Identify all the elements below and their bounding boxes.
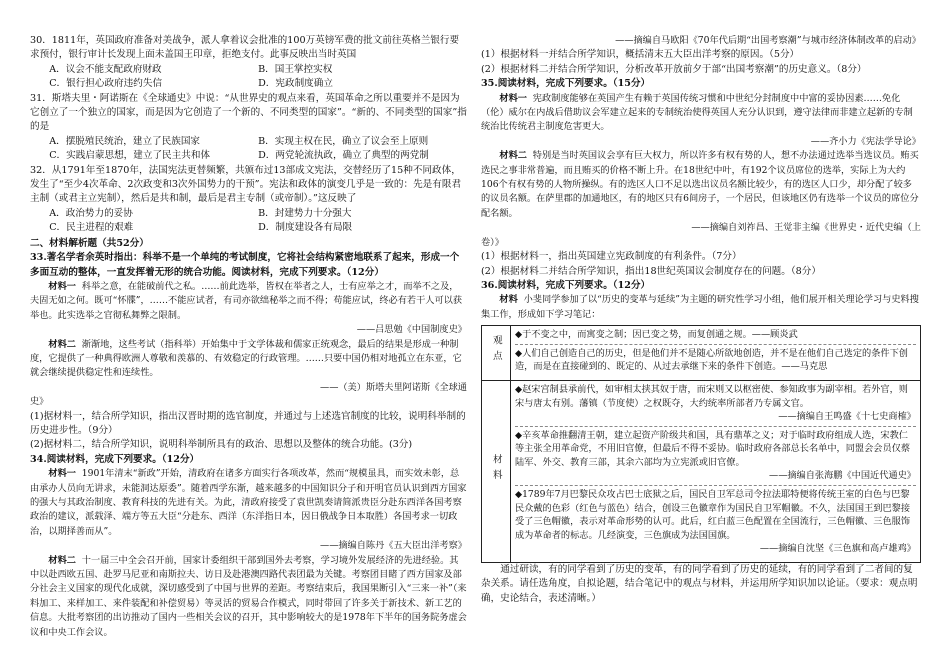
q35-m1-label: 材料一: [499, 92, 527, 104]
q33-m2-source-cont: 史》: [30, 396, 49, 408]
materials-header: 材料: [490, 453, 502, 485]
q35-m2-text: 特别是当时英国议会享有巨大权力，所以许多有权有势的人，想不办法通过选举当选议员。贿买选民之事非常普遍，而且贿买的价格不断上升。在18世纪中叶，有192个议员席位的选举，实际上为大约106个有权有势的人物所操纵。有的选区人口不足以选出议员名额比较少，有的选区人口少，却分配了较多的议员名额。在萨里郡的加通地区，有的地区只有6间房子，一个居民，但该地区仍有选举一个议员的席位分配名额。: [481, 150, 919, 219]
q36-intro: [481, 293, 921, 322]
q33-m2-label: 材料二: [48, 338, 76, 350]
q36-requirement: 通过研读，有的同学看到了历史的变革，有的同学看到了历史的延续，有的同学看到了二者间的复杂关系。请任选角度，自拟论题，结合笔记中的观点与材料，并运用所学知识加以论证。（要求：观点明确，史论结合，表述清晰。）: [481, 564, 918, 604]
q30-option-d: D．宪政制度确立: [258, 78, 333, 90]
study-notes-table: [481, 325, 921, 563]
material-2-text: ◆辛亥革命推翻清王朝，建立起资产阶级共和国，具有鼎革之义；对于临时政府组成人选，宋教仁等主张全用革命党，不用旧官僚，但最后不得不妥协。临时政府各部总长名单中，同盟会会员仅蔡陆军、外交、教育三部，其余六部均为立宪派或旧官僚。: [515, 429, 911, 468]
q35-material-2: [481, 149, 921, 221]
q33-requirement-1: (1)据材料一，结合所学知识，指出汉晋时期的选官制度，并通过与上述选官制度的比较，说明科举制的历史进步性。（9分）: [30, 410, 466, 436]
q34-material-1: [30, 467, 467, 539]
q35-m2-label: 材料二: [499, 150, 527, 162]
q30-stem: 30．1811年，英国政府准备对美战争，派人拿着议会批准的100万英镑军费的批文前往英格兰银行要求预付，银行审计长发现上面未盖国王印章，拒绝支付。此事反映出当时英国: [30, 35, 460, 61]
q34-material-2: [30, 554, 467, 640]
q32-stem: 32．从1791年至1870年，法国宪法更替频繁，共颁布过13部成文宪法，交替经历了15种不同政体，发生了“至少4次革命、2次政变和3次外国势力的干预”。宪法和政体的演变几乎是一致的：先是有限君主制（或君主立宪制），然后是共和制，最后是君主专制（或帝制）。”这反映了: [30, 164, 462, 205]
q30-option-a: A．议会不能支配政府财政: [49, 63, 162, 75]
q31-option-d: D．两党轮流执政，确立了典型的两党制: [258, 150, 429, 162]
view-item-2: ◆人们自己创造自己的历史，但是他们并不是随心所欲地创造，并不是在他们自己选定的条件下创造，而是在直接碰到的、既定的、从过去承继下来的条件下创造。——马克思: [515, 347, 908, 373]
material-item-2: [515, 429, 916, 486]
q34-m1-label: 材料一: [48, 468, 76, 480]
right-column: [481, 34, 921, 606]
q33-m2-source: ——（美）斯塔夫里阿诺斯《全球通: [320, 381, 467, 393]
q35-requirement-2: (2）根据材料二并结合所学知识，指出18世纪英国议会制度存在的问题。（8分）: [481, 265, 821, 277]
notes-materials-row: [482, 380, 921, 562]
q34-m1-text: 1901年清末“新政”开始，清政府在诸多方面实行各项改革，然而“规模虽具，而实效未彰，总由承办人员向无讲求，未能洞达原委”。随着西学东渐，越来越多的中国知识分子和开明官员认识到西方国家的强大与其政治制度、教育科技的先进有关。为此，清政府接受了袁世凯奏请简派贵臣分赴东西洋各国考察政治的建议，派载泽、端方等五大臣“分赴东、西洋（东洋指日本，因日俄战争日本取胜）各国考求一切政治，以期择善而从”。: [30, 468, 467, 537]
materials-header-cell: [482, 380, 511, 562]
q30-option-b: B．国王掌控实权: [258, 63, 333, 75]
q32-option-d: D．制度建设各有局限: [258, 222, 353, 234]
q34-requirement-1: (1）根据材料一并结合所学知识，概括清末五大臣出洋考察的原因。（5分）: [481, 49, 800, 61]
q32-options: [30, 207, 467, 236]
material-2-source: ——摘编自张海鹏《中国近代通史》: [769, 470, 916, 482]
q33-m1-text: 科举之意，在能破前代之私。……前此选举，皆权在举者之人，士有应举之才，而举不之及，夫固无如之何。既可“怀牒”，……不能应试者，有司亦欲绌秘举之而不得；苟能应试，终必有若干人可以获举也。此实选举之官彻私舞弊之限制。: [30, 280, 463, 321]
q31-option-a: A．摆脱殖民统治，建立了民族国家: [49, 135, 201, 147]
views-cell: [511, 326, 921, 381]
material-3-text: ◆1789年7月巴黎民众攻占巴士底狱之后，国民自卫军总司令拉法耶特便将传统王室的白色与巴黎民众戴的色彩（红色与蓝色）结合，创设三色徽章作为国民自卫军帽徽。不久，法国国王到巴黎接受了三色帽徽，表示对革命形势的认可。此后，红白蓝三色配置在全国流行，三色帽徽、三色服饰成为革命者的标志。几经演变，三色旗成为法国国旗。: [515, 489, 911, 541]
q33-requirement-2: (2)据材料二，结合所学知识，说明科举制所具有的政治、思想以及整体的统合功能。(3分): [30, 439, 413, 451]
q33-m2-text: 渐渐地，这些考试（指科举）开始集中于文学体裁和儒家正统观念，最后的结果是形成一种制度，它提供了一种典得欧洲人尊敬和羡慕的、有效稳定的行政管理。……只要中国仍相对地孤立在东亚，它就会继续提供稳定性和连续性。: [30, 338, 462, 379]
material-item-1: [515, 383, 916, 427]
views-header: 观点: [490, 335, 502, 367]
q31-option-c: C．实践启蒙思想，建立了民主共和体: [49, 150, 211, 162]
q32-option-c: C．民主进程的艰难: [49, 222, 134, 234]
q35-m2-source: ——摘编自刘祚昌、王觉非主编《世界史・近代史编（上: [691, 222, 921, 234]
q34-m1-source: ——摘编自陈丹《五大臣出洋考察》: [320, 540, 467, 552]
material-1-source: ——摘编自王鸣盛《十七史商榷》: [778, 411, 916, 423]
q32-option-a: A．政治势力的妥协: [49, 207, 133, 219]
q33-m1-label: 材料一: [48, 280, 76, 292]
material-3-source: ——摘编自沈坚《三色旗和高卢雄鸡》: [759, 543, 916, 555]
material-item-3: [515, 488, 916, 558]
q35-stem: 35.阅读材料，完成下列要求。（15分）: [481, 78, 651, 90]
material-1-text: ◆赵宋宫制县承前代，如审相太挟其奴于唐，而宋则又以枢密使、参知政事为副宰相。若外官，则宋与唐太有别。藩镇（节度使）之权既夺，大约统率所部者乃专属文官。: [515, 383, 908, 409]
q35-m1-text: 宪政制度能够在英国产生有赖于英国传统习惯和中世纪分封制度中中富的妥协因素……免化（伦）威尔在内战后借助议会军建立起来的专制统治使得英国人充分认识到，遵守法律而非建立起新的专制统治比传统君主制度危害更大。: [481, 92, 913, 133]
q33-material-2: [30, 338, 467, 381]
q34-m2-label: 材料二: [48, 554, 76, 566]
q33-m1-source: ——吕思勉《中国制度史》: [356, 324, 467, 336]
materials-cell: [511, 380, 921, 562]
q34-stem: 34.阅读材料，完成下列要求。（12分）: [30, 453, 200, 465]
q31-options: [30, 135, 467, 164]
left-column: [30, 34, 467, 640]
q35-m2-source-cont: 卷）》: [481, 236, 504, 248]
q34-m2-text: 十一届三中全会召开前，国家计委组织干部到国外去考察，学习境外发展经济的先进经验。其中以赴西欧五国、赴罗马尼亚和南斯拉夫、访日及赴港澳四路代表团最为关键。考察团目睹了西方国家及部分社会主义国家的现代化成就，深切感受到了中国与世界的差距。考察结束后，我国果断引入“三来一补”（来料加工、来样加工、来件装配和补偿贸易）等灵活的贸易合作模式，同时带回了许多关于新技术、新工艺的信息。大批考察团的出访推动了国内一些相关会议的召开，其中影响较大的是1978年下半年的国务院务虚会议和中央工作会议。: [30, 554, 467, 638]
q35-m1-source: ——齐小力《宪法学导论》: [810, 135, 921, 147]
q34-requirement-2: (2）根据材料二并结合所学知识，分析改革开放前夕于部“出国考察潮”的历史意义。（8分）: [481, 63, 867, 75]
q36-intro-label: 材料: [499, 294, 518, 306]
notes-views-row: [482, 326, 921, 381]
view-item-1: ◆于不变之中，而寓变之制；因已变之势，而复创通之规。——顾炎武: [515, 328, 916, 345]
part2-heading: 二、材料解析题（共52分）: [30, 237, 149, 249]
q30-options: [30, 63, 467, 92]
views-header-cell: [482, 326, 511, 381]
q36-stem: 36.阅读材料，完成下列要求。（12分）: [481, 279, 651, 291]
q36-intro-text: 小斐同学参加了以“历史的变革与延续”为主题的研究性学习小组，他们展开相关理论学习与史料搜集工作，形成如下学习笔记：: [481, 294, 919, 320]
q34-m2-source: ——摘编自马欧阳《70年代后期“出国考察潮”与城市经济体制改革的启动》: [615, 35, 921, 46]
q33-material-1: [30, 280, 467, 323]
q35-requirement-1: (1）根据材料一，指出英国建立宪政制度的有利条件。（7分）: [481, 251, 742, 263]
q31-option-b: B．实现主权在民，确立了议会至上原则: [258, 135, 429, 147]
q31-stem: 31．斯塔夫里・阿诺斯在《全球通史》中说：“从世界史的观点来看，英国革命之所以重要并不是因为它创立了一个独立的国家，而是因为它创造了一个新的、不同类型的国家”。“新的、不同类型的国家”指的是: [30, 92, 467, 133]
q35-material-1: [481, 92, 921, 135]
q30-option-c: C．银行担心政府违约失信: [49, 78, 163, 90]
q33-stem: 33.著名学者余英时指出：科举不是一个单纯的考试制度，它将社会结构紧密地联系了起来，形成一个多面互动的整体，一直发挥着无形的统合功能。阅读材料，完成下列要求。（12分）: [30, 252, 460, 278]
q32-option-b: B．封建势力十分强大: [258, 207, 352, 219]
